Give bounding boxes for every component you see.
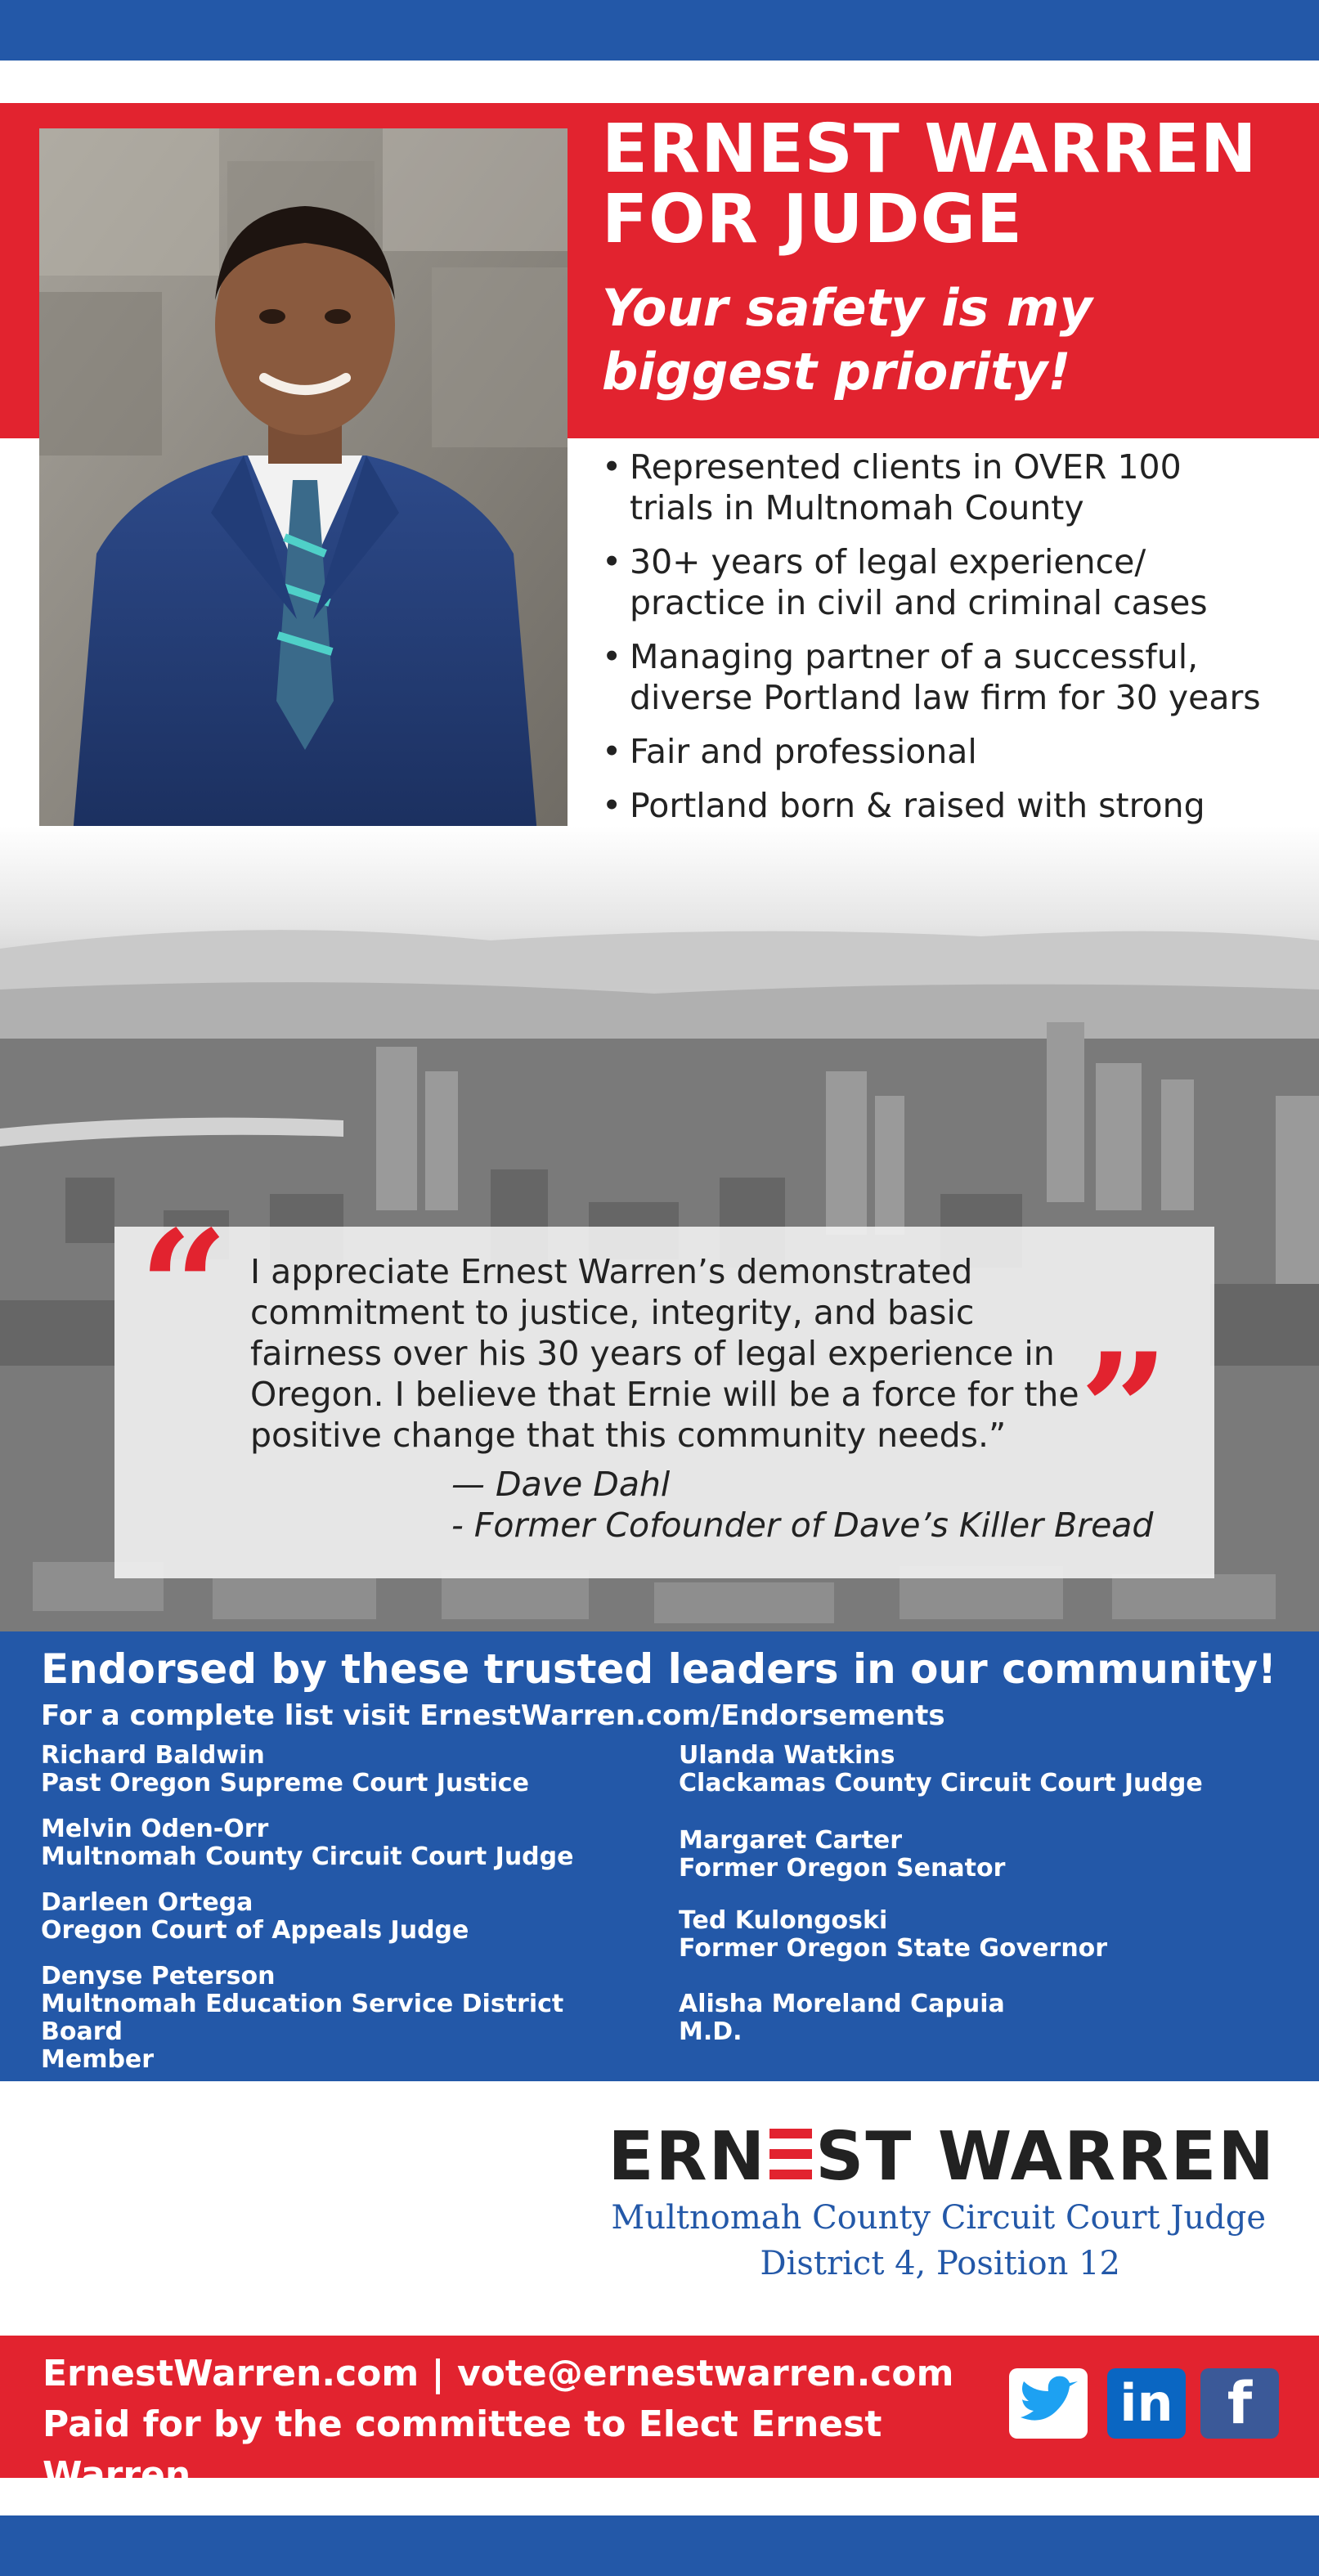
- logo-office: Multnomah County Circuit Court Judge: [611, 2199, 1266, 2237]
- paid-for-line: Paid for by the committee to Elect Ernest Warren: [43, 2403, 882, 2496]
- linkedin-icon[interactable]: in: [1107, 2368, 1186, 2439]
- list-item: Melvin Oden-Orr Multnomah County Circuit Court Judge: [41, 1815, 574, 1871]
- author-title: - Former Cofounder of Dave’s Killer Bread: [451, 1506, 1154, 1545]
- list-item: • 30+ years of legal experience/ practice in civil and criminal cases: [602, 542, 1208, 622]
- list-item: • Portland born & raised with strong: [602, 786, 1205, 825]
- open-quote-icon: “: [139, 1196, 229, 1379]
- footer-text: [43, 2349, 1024, 2501]
- twitter-icon[interactable]: [1009, 2368, 1088, 2439]
- bullet-icon: •: [602, 637, 622, 676]
- endorsements-left-column: [41, 1741, 646, 2074]
- list-item: Darleen Ortega Oregon Court of Appeals Judge: [41, 1888, 469, 1945]
- bullet-icon: •: [602, 786, 622, 825]
- tagline-line-2: biggest priority!: [602, 342, 1071, 402]
- candidate-photo: [39, 128, 568, 844]
- list-item: Richard Baldwin Past Oregon Supreme Court Justice: [41, 1741, 529, 1797]
- facebook-icon[interactable]: f: [1200, 2368, 1279, 2439]
- list-item: • Fair and professional: [602, 732, 977, 771]
- list-item: • Represented clients in OVER 100 trials in Multnomah County: [602, 447, 1182, 527]
- bullet-icon: •: [602, 732, 622, 771]
- logo-district: District 4, Position 12: [760, 2245, 1120, 2282]
- bottom-blue-bar: [0, 2515, 1319, 2576]
- logo-e-icon: [769, 2129, 812, 2179]
- testimonial-text: I appreciate Ernest Warren’s demonstrated commitment to justice, integrity, and basic fairness over his 30 years of legal experience in Oregon. I believe that Ernie will be a force for the positive change that this community needs.”: [250, 1252, 1079, 1455]
- endorsements-right-column: [679, 1742, 1300, 2069]
- contact-line[interactable]: ErnestWarren.com | vote@ernestwarren.com: [43, 2353, 954, 2394]
- close-quote-icon: ”: [1079, 1319, 1169, 1501]
- bullet-icon: •: [602, 542, 622, 581]
- endorsements-title: Endorsed by these trusted leaders in our community!: [41, 1645, 1276, 1693]
- page-title: [602, 110, 1305, 258]
- author-name: — Dave Dahl: [451, 1465, 671, 1504]
- list-item: Margaret Carter Former Oregon Senator: [679, 1826, 1006, 1883]
- title-line-2: FOR JUDGE: [602, 181, 1023, 258]
- list-item: Ted Kulongoski Former Oregon State Governor: [679, 1906, 1108, 1963]
- top-blue-bar: [0, 0, 1319, 61]
- tagline-line-1: Your safety is my: [602, 278, 1092, 338]
- bullet-icon: •: [602, 447, 622, 487]
- list-item: Denyse Peterson Multnomah Education Service District Board Member: [41, 1962, 564, 2074]
- tagline: [602, 276, 1305, 404]
- title-line-1: ERNEST WARREN: [602, 110, 1258, 188]
- list-item: • Managing partner of a successful, diverse Portland law firm for 30 years: [602, 637, 1261, 717]
- logo-wordmark: ERN ST WARREN: [608, 2118, 1276, 2196]
- list-item: Alisha Moreland Capuia M.D.: [679, 1990, 1005, 2046]
- list-item: Ulanda Watkins Clackamas County Circuit Court Judge: [679, 1741, 1203, 1797]
- endorsements-link-text[interactable]: For a complete list visit ErnestWarren.com/Endorsements: [41, 1699, 945, 1732]
- qualifications-list: [602, 447, 1305, 880]
- testimonial-author: [451, 1464, 1187, 1546]
